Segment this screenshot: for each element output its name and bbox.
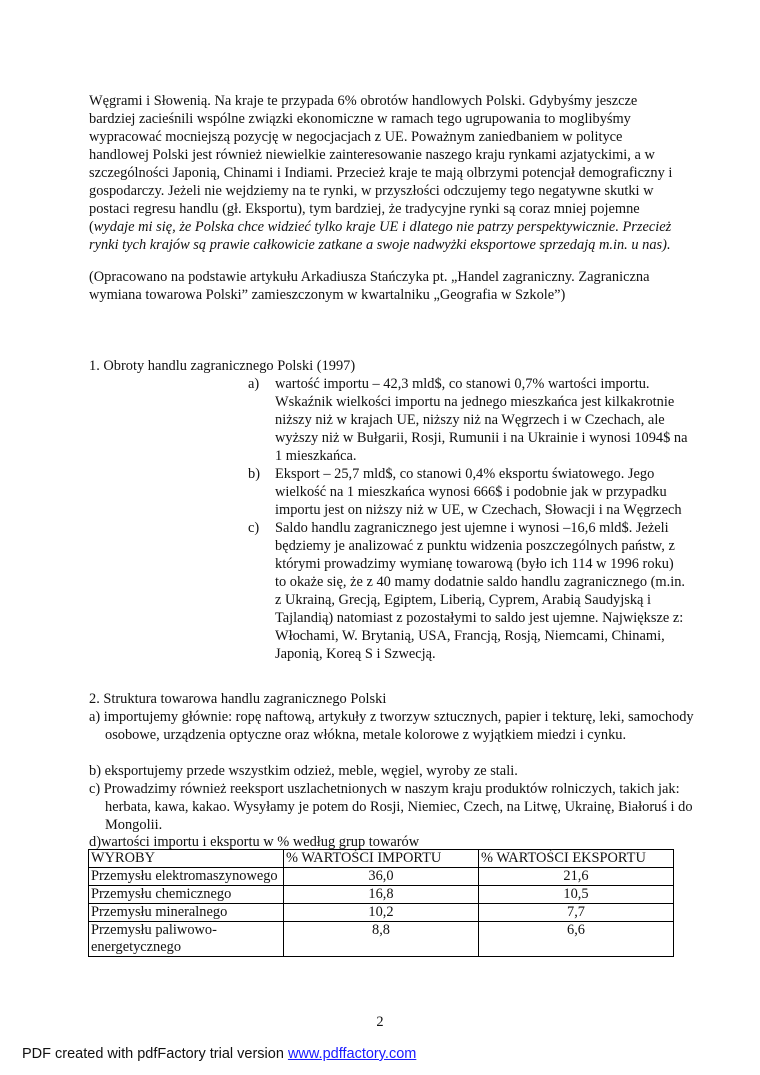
table-header-row xyxy=(89,850,674,868)
cell-export: 21,6 xyxy=(479,868,674,886)
table-row xyxy=(89,922,674,957)
trade-structure-table xyxy=(88,849,674,957)
cell-import: 36,0 xyxy=(284,868,479,886)
cell-import: 10,2 xyxy=(284,904,479,922)
list-item-marker: b) xyxy=(248,466,260,482)
table-row xyxy=(89,886,674,904)
cell-product: Przemysłu chemicznego xyxy=(89,886,284,904)
pdf-footer xyxy=(22,1045,416,1063)
section2-heading: 2. Struktura towarowa handlu zagranicznego Polski xyxy=(89,691,387,707)
cell-export: 6,6 xyxy=(479,922,674,957)
list-item-text: Eksport – 25,7 mld$, co stanowi 0,4% eksportu światowego. Jego wielkość na 1 mieszkańca wynosi 666$ i podobnie jak w przypadku importu jest on niższy niż w UE, w Czechach, Słowacji i na Węgrzech xyxy=(275,466,682,518)
list-item xyxy=(248,375,688,465)
cell-export: 10,5 xyxy=(479,886,674,904)
list-item xyxy=(248,465,688,519)
table-row xyxy=(89,904,674,922)
cell-import: 16,8 xyxy=(284,886,479,904)
source-note: (Opracowano na podstawie artykułu Arkadiusza Stańczyka pt. „Handel zagraniczny. Zagraniczna wymiana towarowa Polski” zamieszczonym w kwartalniku „Geografia w Szkole”) xyxy=(89,269,650,303)
section2-item-c: c) Prowadzimy również reeksport uszlachetnionych w naszym kraju produktów rolniczych, takich jak: herbata, kawa, kakao. Wysyłamy je potem do Rosji, Niemiec, Czech, na Litwę, Ukrainę, Białoruś i do Mongolii. xyxy=(89,781,693,833)
section2-item-a: a) importujemy głównie: ropę naftową, artykuły z tworzyw sztucznych, papier i tekturę, leki, samochody osobowe, urządzenia optyczne oraz włókna, metale kolorowe z wyjątkiem miedzi i cynku. xyxy=(89,709,694,743)
column-header-export: % WARTOŚCI EKSPORTU xyxy=(479,850,674,868)
section1-heading: 1. Obroty handlu zagranicznego Polski (1997) xyxy=(89,358,356,374)
list-item-marker: a) xyxy=(248,376,260,392)
cell-export: 7,7 xyxy=(479,904,674,922)
footer-link[interactable]: www.pdffactory.com xyxy=(287,1046,417,1062)
list-item-marker: c) xyxy=(248,520,260,536)
table-row xyxy=(89,868,674,886)
page-number: 2 xyxy=(376,1014,384,1030)
intro-italic-text: wydaje mi się, że Polska chce widzieć tylko kraje UE i dlatego nie patrzy perspektywicznie. Przecież rynki tych krajów są prawie całkowicie zatkane a swoje nadwyżki eksportowe sprzedają m.in. u nas). xyxy=(89,219,672,253)
intro-paragraph xyxy=(89,92,679,254)
cell-product: Przemysłu elektromaszynowego xyxy=(89,868,284,886)
cell-import: 8,8 xyxy=(284,922,479,957)
section1-list xyxy=(248,375,688,663)
column-header-products: WYROBY xyxy=(89,850,284,868)
footer-text: PDF created with pdfFactory trial version xyxy=(22,1046,288,1062)
cell-product: Przemysłu paliwowo-energetycznego xyxy=(89,922,284,957)
list-item-text: Saldo handlu zagranicznego jest ujemne i wynosi –16,6 mld$. Jeżeli będziemy je analizować z punktu widzenia poszczególnych państw, z którymi prowadzimy wymianę towarową (było ich 114 w 1996 roku) to okaże się, że z 40 mamy dodatnie saldo handlu zagranicznego (m.in. z Ukrainą, Grecją, Egiptem, Liberią, Cyprem, Arabią Saudyjską i Tajlandią) natomiast z pozostałymi to saldo jest ujemne. Największe z: Włochami, W. Brytanią, USA, Francją, Rosją, Niemcami, Chinami, Japonią, Koreą S i Szwecją. xyxy=(275,520,685,662)
cell-product: Przemysłu mineralnego xyxy=(89,904,284,922)
intro-text: Węgrami i Słowenią. Na kraje te przypada 6% obrotów handlowych Polski. Gdybyśmy jeszcze bardziej zacieśnili wspólne związki ekonomiczne w ramach tego ugrupowania to moglibyśmy wypracować mocniejszą pozycję w negocjacjach z UE. Poważnym zaniedbaniem w polityce handlowej Polski jest również niewielkie zainteresowanie naszego kraju rynkami azjatyckimi, a w szczególności Japonią, Chinami i Indiami. Przecież kraje te mają olbrzymi potencjał demograficzny i gospodarczy. Jeżeli nie wejdziemy na te rynki, w przyszłości odczujemy tego negatywne skutki w postaci regresu handlu (gł. Eksportu), tym bardziej, że tradycyjne rynki są coraz mniej pojemne ( xyxy=(89,93,673,235)
list-item xyxy=(248,519,688,663)
column-header-import: % WARTOŚCI IMPORTU xyxy=(284,850,479,868)
section2-item-d: d)wartości importu i eksportu w % według grup towarów xyxy=(89,834,420,850)
list-item-text: wartość importu – 42,3 mld$, co stanowi 0,7% wartości importu. Wskaźnik wielkości importu na jednego mieszkańca jest kilkakrotnie niższy niż w krajach UE, niższy niż na Węgrzech i w Czechach, ale wyższy niż w Bułgarii, Rosji, Rumunii i na Ukrainie i wynosi 1094$ na 1 mieszkańca. xyxy=(275,376,688,464)
section2-item-b: b) eksportujemy przede wszystkim odzież, meble, węgiel, wyroby ze stali. xyxy=(89,763,518,779)
